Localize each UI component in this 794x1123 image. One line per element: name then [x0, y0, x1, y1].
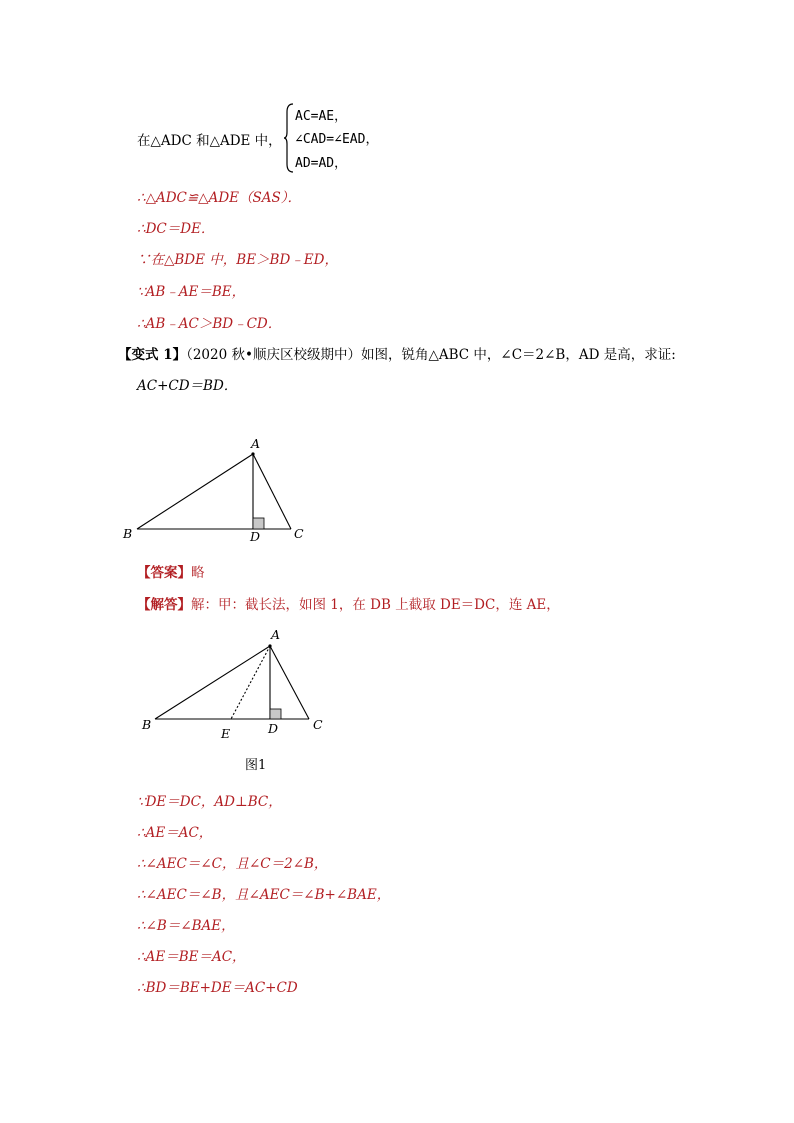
variant-question-cont: AC+CD＝BD． [137, 378, 238, 394]
condition-2: ∠CAD=∠EAD， [295, 132, 379, 147]
label-a: A [271, 627, 281, 642]
proof-line-1: ∴△ADC≌△ADE（SAS）． [137, 190, 301, 206]
triangle-figure-1 [115, 432, 315, 547]
point-a [251, 452, 254, 455]
step-7: ∴BD＝BE+DE＝AC+CD [137, 980, 298, 996]
answer-text: 略 [191, 565, 205, 581]
label-b: B [123, 526, 133, 541]
congruence-intro-text: 在△ADC 和△ADE 中， [137, 133, 282, 149]
step-5: ∴∠B＝∠BAE， [137, 918, 235, 934]
right-angle-marker [253, 518, 264, 529]
triangle-figure-2 [133, 622, 333, 740]
proof-line-3: ∵在△BDE 中，BE＞BD﹣ED， [137, 252, 338, 268]
step-3: ∴∠AEC＝∠C，且∠C＝2∠B， [137, 856, 328, 872]
solution-tag: 【解答】 [137, 597, 191, 613]
segment-ae-dotted [231, 646, 270, 719]
solution-line [137, 593, 560, 613]
side-ab [137, 454, 253, 529]
congruence-intro [137, 129, 282, 149]
solution-intro: 解：甲：截长法，如图 1，在 DB 上截取 DE＝DC，连 AE， [191, 597, 560, 613]
condition-3: AD=AD， [295, 156, 348, 171]
variant-source: （2020 秋•顺庆区校级期中） [186, 347, 361, 363]
figure-caption: 图1 [245, 758, 267, 773]
proof-line-5: ∴AB﹣AC＞BD﹣CD． [137, 316, 282, 332]
label-e: E [221, 726, 231, 740]
variant-question-text: 如图，锐角△ABC 中，∠C＝2∠B，AD 是高，求证: [360, 347, 676, 363]
proof-line-4: ∵AB﹣AE＝BE， [137, 284, 246, 300]
label-a: A [251, 436, 261, 451]
answer-tag: 【答案】 [137, 565, 191, 581]
label-d: D [268, 721, 279, 736]
right-angle-marker [270, 709, 281, 719]
step-1: ∵DE＝DC，AD⊥BC， [137, 794, 282, 810]
side-ab [155, 646, 270, 719]
condition-1: AC=AE， [295, 109, 348, 124]
left-brace-icon [283, 102, 295, 174]
step-2: ∴AE＝AC， [137, 825, 213, 841]
point-a [268, 644, 271, 647]
step-6: ∴AE＝BE＝AC， [137, 949, 246, 965]
label-c: C [313, 717, 323, 732]
variant-question [118, 343, 676, 363]
label-c: C [294, 526, 304, 541]
answer-line [137, 561, 205, 581]
label-b: B [142, 717, 152, 732]
step-4: ∴∠AEC＝∠B，且∠AEC＝∠B+∠BAE， [137, 887, 391, 903]
proof-line-2: ∴DC＝DE． [137, 221, 215, 237]
label-d: D [250, 529, 261, 544]
variant-tag: 【变式 1】 [118, 347, 187, 363]
side-ac [270, 646, 309, 719]
